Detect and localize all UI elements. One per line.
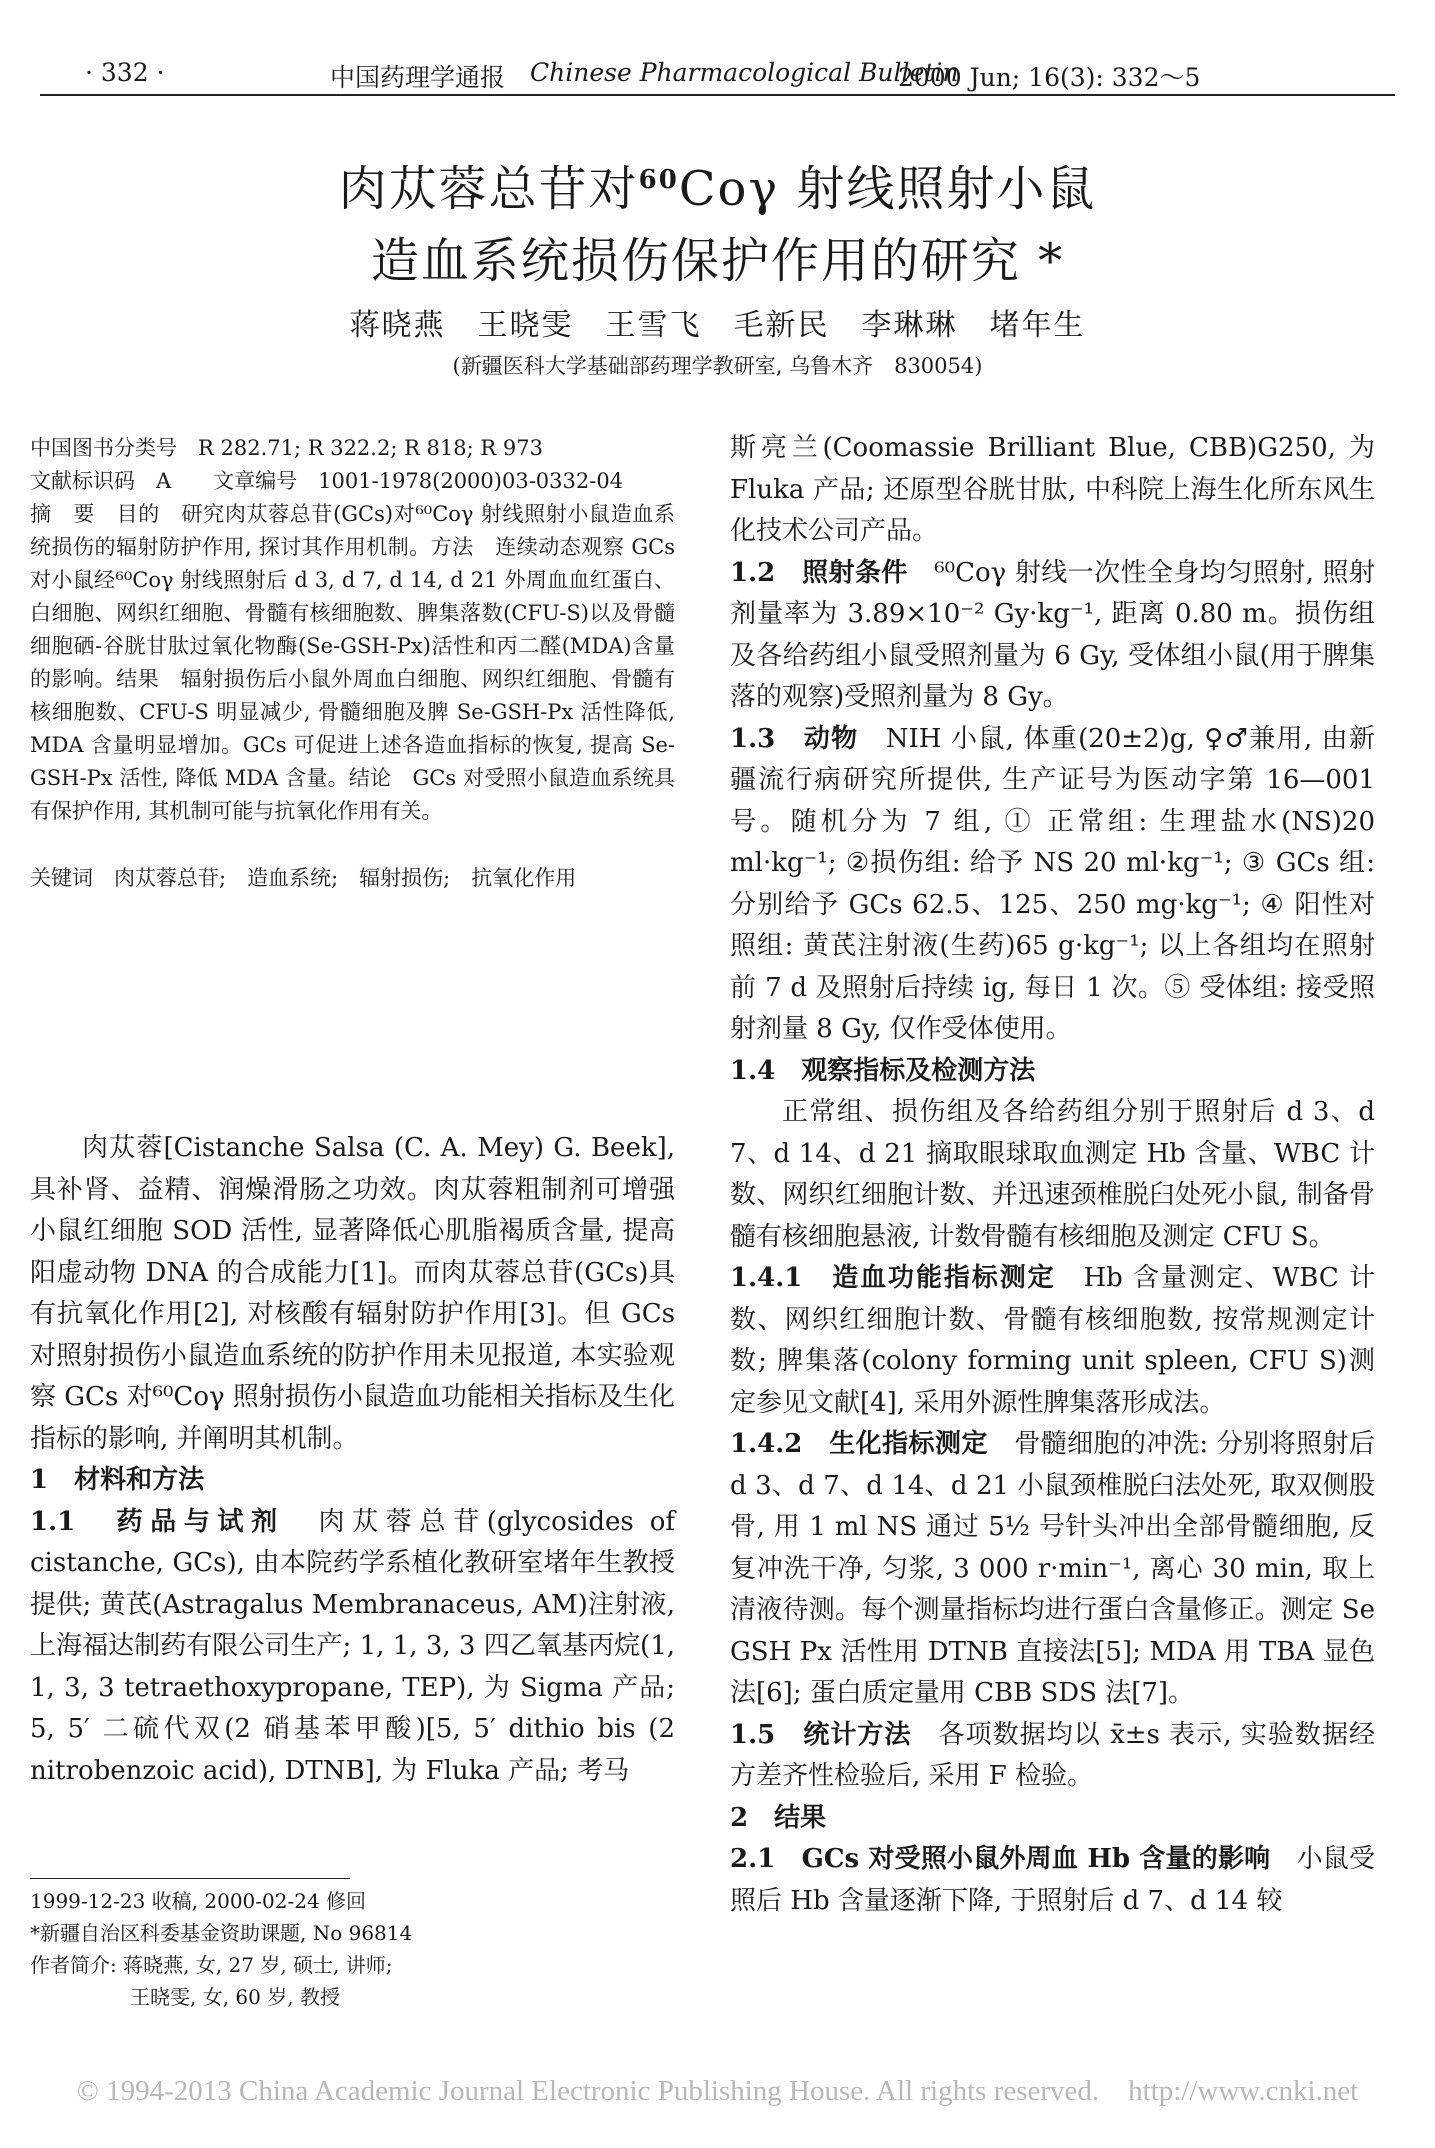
doc-code-line: 文献标识码 A 文章编号 1001-1978(2000)03-0332-04 <box>30 469 624 493</box>
s141-text: Hb 含量测定、WBC 计数、网织红细胞计数、骨髓有核细胞数, 按常规测定计数; 脾集落(colony forming unit spleen, CFU S)测定参见文献[4], 采用外源性脾集落形成法。 <box>730 1263 1375 1418</box>
affiliation: (新疆医科大学基础部药理学教研室, 乌鲁木齐 830054) <box>452 354 983 378</box>
s13-text: NIH 小鼠, 体重(20±2)g, ♀♂兼用, 由新疆流行病研究所提供, 生产证号为医动字第 16—001 号。随机分为 7 组, ① 正常组: 生理盐水(NS)20 ml·kg⁻¹; ②损伤组: 给予 NS 20 ml·kg⁻¹; ③ GCs 组: 分别给予 GCs 62.5、125、250 mg·kg⁻¹; ④ 阳性对照组: 黄芪注射液(生药)65 g·kg⁻¹; 以上各组均在照射前 7 d 及照射后持续 ig, 每日 1 次。⑤ 受体组: 接受照射剂量 8 Gy, 仅作受体使用。 <box>730 723 1375 1044</box>
section-1-heading: 1 材料和方法 <box>30 1465 205 1495</box>
intro-paragraph: 肉苁蓉[Cistanche Salsa (C. A. Mey) G. Beek], 具补肾、益精、润燥滑肠之功效。肉苁蓉粗制剂可增强小鼠红细胞 SOD 活性, 显著降低心肌脂褐质含量, 提高阳虚动物 DNA 的合成能力[1]。而肉苁蓉总苷(GCs)具有抗氧化作用[2], 对核酸有辐射防护作用[3]。但 GCs 对照射损伤小鼠造血系统的防护作用未见报道, 本实验观察 GCs 对⁶⁰Coγ 照射损伤小鼠造血功能相关指标及生化指标的影响, 并阐明其机制。 <box>30 1133 675 1454</box>
s141-heading: 1.4.1 造血功能指标测定 <box>730 1263 1056 1293</box>
s14-text: 正常组、损伤组及各给药组分别于照射后 d 3、d 7、d 14、d 21 摘取眼球取血测定 Hb 含量、WBC 计数、网织红细胞计数、并迅速颈椎脱臼处死小鼠, 制备骨髓有核细胞悬液, 计数骨髓有核细胞及测定 CFU S。 <box>730 1097 1375 1252</box>
s21-heading: 2.1 GCs 对受照小鼠外周血 Hb 含量的影响 <box>730 1844 1271 1874</box>
copyright-watermark: © 1994-2013 China Academic Journal Electronic Publishing House. All rights reserved. http://www.cnki.net <box>76 2075 1359 2107</box>
s14-heading: 1.4 观察指标及检测方法 <box>730 1055 1036 1086</box>
footnote-bio-2: 王晓雯, 女, 60 岁, 教授 <box>130 1985 340 2009</box>
running-header <box>40 52 1395 100</box>
section-1-1 <box>30 1502 675 1793</box>
s21-text: 小鼠受照后 Hb 含量逐渐下降, 于照射后 d 7、d 14 较 <box>730 1844 1375 1916</box>
header-rule <box>40 94 1395 96</box>
abstract-methods: 方法 连续动态观察 GCs 对小鼠经⁶⁰Coγ 射线照射后 d 3, d 7, d 14, d 21 外周血血红蛋白、白细胞、网织红细胞、骨髓有核细胞数、脾集落数(CFU-S)以及骨髓细胞硒-谷胱甘肽过氧化物酶(Se-GSH-Px)活性和丙二醛(MDA)含量的影响。 <box>30 535 675 691</box>
footnote-bio-1: 作者简介: 蒋晓燕, 女, 27 岁, 硕士, 讲师; <box>30 1953 393 1977</box>
s11-heading: 1.1 药品与试剂 <box>30 1506 285 1537</box>
s12-text: ⁶⁰Coγ 射线一次性全身均匀照射, 照射剂量率为 3.89×10⁻² Gy·kg⁻¹, 距离 0.80 m。损伤组及各给药组小鼠受照剂量为 6 Gy, 受体组小鼠(用于脾集落的观察)受照剂量为 8 Gy。 <box>730 557 1375 712</box>
clc-line: 中国图书分类号 R 282.71; R 322.2; R 818; R 973 <box>30 436 543 460</box>
s142-text: 骨髓细胞的冲洗: 分别将照射后 d 3、d 7、d 14、d 21 小鼠颈椎脱臼法处死, 取双侧股骨, 用 1 ml NS 通过 5½ 号针头冲出全部骨髓细胞, 反复冲洗干净, 匀浆, 3 000 r·min⁻¹, 离心 30 min, 取上清液待测。每个测量指标均进行蛋白含量修正。测定 Se GSH Px 活性用 DTNB 直接法[5]; MDA 用 TBA 显色法[6]; 蛋白质定量用 CBB SDS 法[7]。 <box>730 1429 1375 1708</box>
right-p1: 斯亮兰(Coomassie Brilliant Blue, CBB)G250, 为 Fluka 产品; 还原型谷胱甘肽, 中科院上海生化所东风生化技术公司产品。 <box>730 433 1375 546</box>
issue-info: 2000 Jun; 16(3): 332～5 <box>898 63 1201 92</box>
s12-heading: 1.2 照射条件 <box>730 557 908 588</box>
title-line-1 <box>0 150 1435 219</box>
s15-text: 各项数据均以 x̄±s 表示, 实验数据经方差齐性检验后, 采用 F 检验。 <box>730 1719 1375 1791</box>
s13-heading: 1.3 动物 <box>730 723 859 754</box>
journal-name-en: Chinese Pharmacological Bulletin <box>530 58 959 87</box>
page-number: · 332 · <box>85 58 165 87</box>
left-body <box>30 1128 675 1792</box>
abstract-text <box>30 498 675 828</box>
s142-heading: 1.4.2 生化指标测定 <box>730 1429 988 1459</box>
footnote-fund: *新疆自治区科委基金资助课题, No 96814 <box>30 1921 413 1945</box>
footnote-received: 1999-12-23 收稿, 2000-02-24 修回 <box>30 1889 367 1913</box>
keywords: 关键词 肉苁蓉总苷; 造血系统; 辐射损伤; 抗氧化作用 <box>30 866 577 890</box>
abstract-aim: 摘 要 目的 研究肉苁蓉总苷(GCs)对⁶⁰Coγ 射线照射小鼠造血系统损伤的辐射防护作用, 探讨其作用机制。 <box>30 502 675 559</box>
s15-heading: 1.5 统计方法 <box>730 1719 912 1750</box>
abstract-results: 结果 辐射损伤后小鼠外周血白细胞、网织红细胞、骨髓有核细胞数、CFU-S 明显减少, 骨髓细胞及脾 Se-GSH-Px 活性降低, MDA 含量明显增加。GCs 可促进上述各造血指标的恢复, 提高 Se-GSH-Px 活性, 降低 MDA 含量。 <box>30 667 676 790</box>
right-body <box>730 428 1375 1922</box>
abstract-block <box>30 432 675 895</box>
section-2-heading: 2 结果 <box>730 1802 827 1833</box>
authors: 蒋晓燕 王晓雯 王雪飞 毛新民 李琳琳 堵年生 <box>349 308 1086 343</box>
title-part-b: Coγ 射线照射小鼠 <box>678 161 1097 217</box>
abstract-conclusion: 结论 GCs 对受照小鼠造血系统具有保护作用, 其机制可能与抗氧化作用有关。 <box>30 766 675 823</box>
title-line-2: 造血系统损伤保护作用的研究 * <box>370 233 1065 289</box>
s11-text: 肉苁蓉总苷(glycosides of cistanche, GCs), 由本院药学系植化教研室堵年生教授提供; 黄芪(Astragalus Membranaceus, AM)注射液, 上海福达制药有限公司生产; 1, 1, 3, 3 四乙氧基丙烷(1, 1, 3, 3 tetraethoxypropane, TEP), 为 Sigma 产品; 5, 5′ 二硫代双(2 硝基苯甲酸)[5, 5′ dithio bis (2 nitrobenzoic acid), DTNB], 为 Fluka 产品; 考马 <box>30 1506 675 1786</box>
title-part-a: 肉苁蓉总苷对 <box>338 161 639 217</box>
footnote-rule <box>30 1878 350 1879</box>
title-superscript: 60 <box>638 165 679 195</box>
journal-name-cn: 中国药理学通报 <box>330 63 506 92</box>
